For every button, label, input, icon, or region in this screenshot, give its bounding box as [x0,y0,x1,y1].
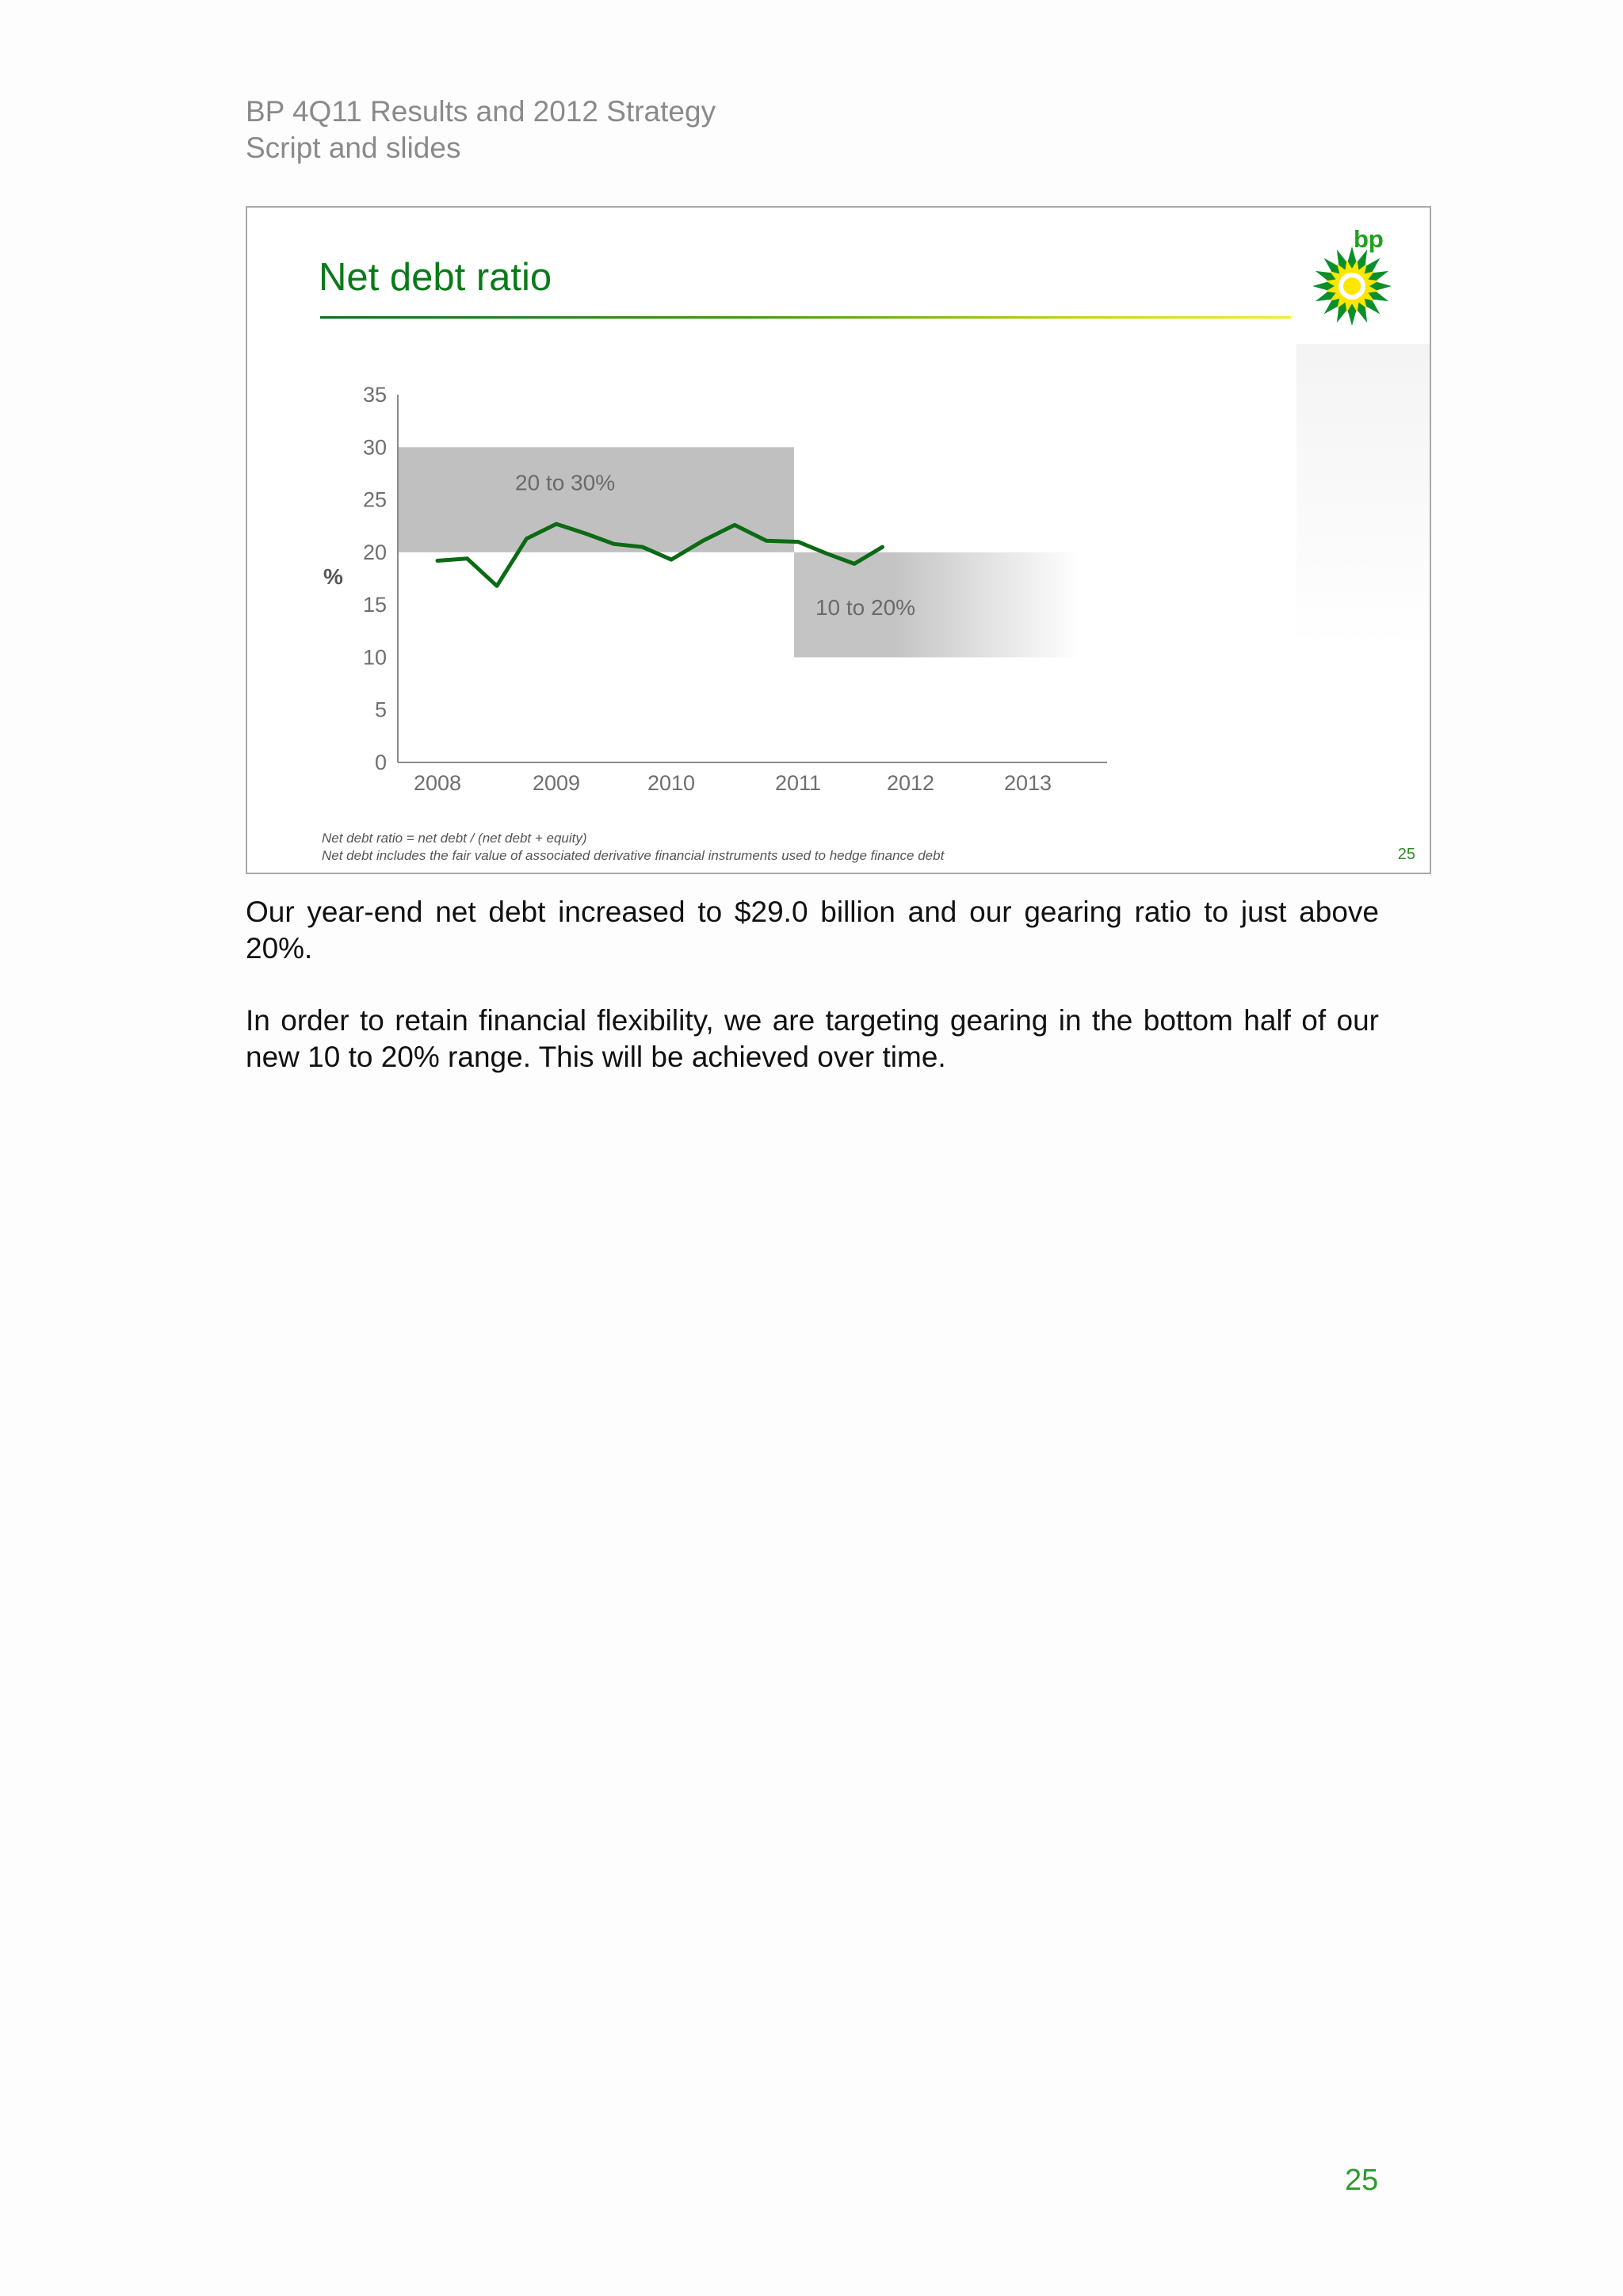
data-point [826,553,827,554]
y-tick-label: 35 [362,383,387,407]
y-tick-label: 20 [362,540,387,564]
slide-panel [246,206,1431,874]
x-tick-label: 2013 [1003,771,1052,795]
x-tick-label: 2011 [774,771,822,795]
data-point [798,541,799,542]
y-tick-label: 0 [374,751,387,774]
net-debt-ratio-chart [247,208,1433,876]
slide-number: 25 [1397,846,1415,863]
target-band-label-1: 20 to 30% [515,470,616,495]
body-paragraph-1: Our year-end net debt increased to $29.0 billion and our gearing ratio to just above 20%. [246,896,1379,965]
slide-title: Net debt ratio [319,256,552,299]
data-point [437,560,438,561]
x-tick-label: 2008 [413,771,462,795]
target-band-label-2: 10 to 20% [815,594,916,620]
document-header [246,94,716,166]
x-tick-label: 2009 [532,771,581,795]
document-title: BP 4Q11 Results and 2012 Strategy [246,95,716,128]
y-tick-label: 25 [362,487,387,512]
y-tick-label: 15 [362,593,387,617]
data-point [882,547,883,548]
bp-wordmark: bp [1354,225,1384,253]
data-point [526,538,527,539]
document-subtitle: Script and slides [246,132,461,164]
y-tick-label: 30 [362,435,387,460]
footnote-definition: Net debt ratio = net debt / (net debt + equity) [322,831,587,846]
y-axis-unit-label: % [323,564,343,589]
body-paragraph-2: In order to retain financial flexibility, we are targeting gearing in the bottom half of our new 10 to 20% range. This will be achieved over time. [246,1004,1379,1073]
data-point [556,524,557,525]
data-point [467,558,468,559]
data-point [642,547,643,548]
y-tick-label: 10 [362,645,387,670]
page-number: 25 [1345,2164,1379,2197]
data-point [854,563,855,564]
x-tick-label: 2010 [647,771,696,795]
x-tick-label: 2012 [886,771,935,795]
y-tick-label: 5 [374,697,387,722]
footnote-fair-value: Net debt includes the fair value of associated derivative financial instruments used to hedge finance debt [322,848,945,863]
